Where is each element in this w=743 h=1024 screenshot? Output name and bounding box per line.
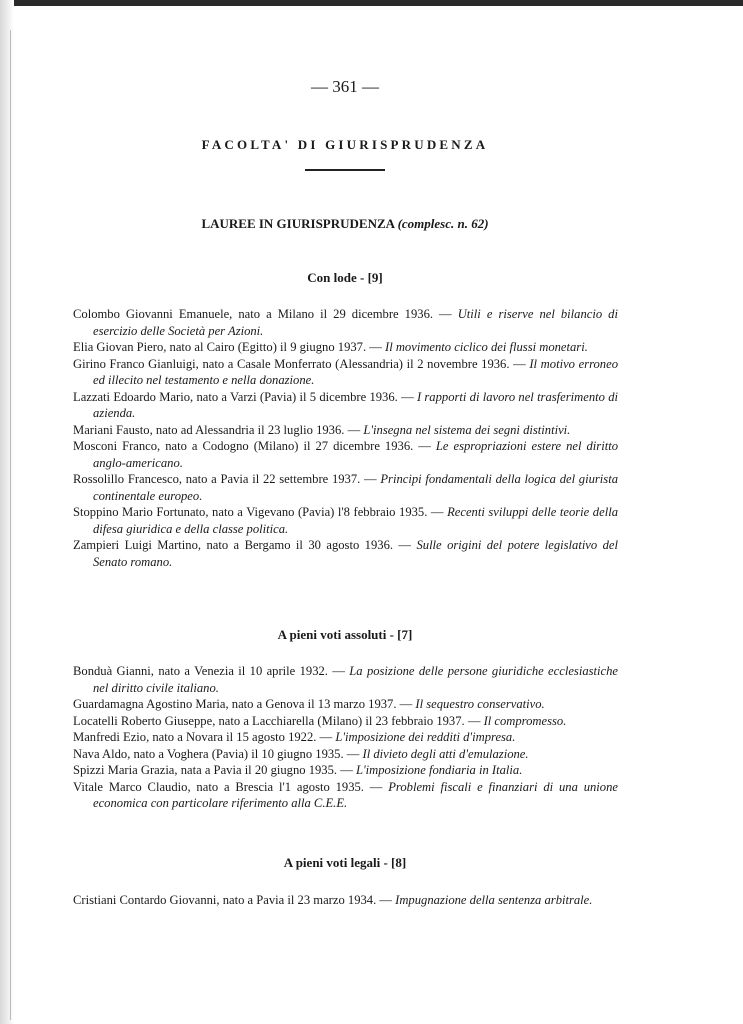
section-title-pieni-voti-legali: A pieni voti legali - [8] bbox=[283, 855, 407, 870]
list-item bbox=[73, 779, 618, 812]
list-item bbox=[73, 306, 618, 339]
entries-pieni-voti-assoluti bbox=[73, 663, 618, 812]
list-item bbox=[73, 438, 618, 471]
list-item bbox=[73, 422, 618, 439]
entry-person: Colombo Giovanni Emanuele, nato a Milano il 29 dicembre 1936. — bbox=[73, 307, 458, 321]
degree-title bbox=[0, 216, 690, 232]
entry-thesis: Utili e riserve nel bilancio di esercizio delle Società per Azioni. bbox=[93, 307, 618, 338]
entry-thesis: L'imposizione dei redditi d'impresa. bbox=[335, 730, 516, 744]
entry-person: Locatelli Roberto Giuseppe, nato a Lacchiarella (Milano) il 23 febbraio 1937. — bbox=[73, 713, 484, 728]
list-item bbox=[73, 713, 618, 730]
entry-person: Spizzi Maria Grazia, nata a Pavia il 20 giugno 1935. — bbox=[73, 763, 356, 777]
entry-person: Elia Giovan Piero, nato al Cairo (Egitto) il 9 giugno 1937. — bbox=[73, 340, 385, 354]
entry-thesis: Sulle origini del potere legislativo del Senato romano. bbox=[93, 538, 619, 569]
entry-person: Zampieri Luigi Martino, nato a Bergamo il 30 agosto 1936. — bbox=[73, 538, 417, 552]
entry-thesis: Principi fondamentali della logica del giurista continentale europeo. bbox=[93, 472, 618, 503]
entry-person: Bonduà Gianni, nato a Venezia il 10 aprile 1932. — bbox=[73, 664, 350, 678]
list-item bbox=[73, 471, 618, 504]
list-item bbox=[73, 504, 618, 537]
list-item bbox=[73, 356, 618, 389]
entry-thesis: Le espropriazioni estere nel diritto anglo-americano. bbox=[93, 439, 618, 470]
degree-title-label: LAUREE IN GIURISPRUDENZA bbox=[201, 216, 395, 231]
list-item bbox=[73, 339, 618, 356]
list-item bbox=[73, 892, 618, 909]
entry-thesis: Il motivo erroneo ed illecito nel testamento e nella donazione. bbox=[93, 356, 618, 387]
entry-thesis: Impugnazione della sentenza arbitrale. bbox=[395, 893, 593, 907]
entry-person: Stoppino Mario Fortunato, nato a Vigevano (Pavia) l'8 febbraio 1935. — bbox=[73, 505, 448, 519]
degree-count-label: (complesс. n. 62) bbox=[397, 216, 489, 231]
entry-thesis: I rapporti di lavoro nel trasferimento di azienda. bbox=[93, 389, 618, 420]
entry-person: Guardamagna Agostino Maria, nato a Genova il 13 marzo 1937. — bbox=[73, 697, 416, 711]
entries-con-lode bbox=[73, 306, 618, 570]
scan-binding-line bbox=[10, 30, 11, 1020]
entry-thesis: Problemi fiscali e finanziari di una unione economica con particolare riferimento alla C.E.E. bbox=[93, 779, 618, 810]
list-item bbox=[73, 746, 618, 763]
entry-thesis: L'imposizione fondiaria in Italia. bbox=[355, 763, 523, 777]
list-item bbox=[73, 729, 618, 746]
entry-person: Vitale Marco Claudio, nato a Brescia l'1 agosto 1935. — bbox=[73, 779, 389, 794]
entry-thesis: Recenti sviluppi delle teorie della difesa giuridica e della classe politica. bbox=[93, 505, 618, 536]
list-item bbox=[73, 663, 618, 696]
entry-person: Cristiani Contardo Giovanni, nato a Pavia il 23 marzo 1934. — bbox=[73, 893, 396, 907]
list-item bbox=[73, 762, 618, 779]
scan-top-edge bbox=[0, 0, 743, 6]
faculty-title: FACOLTA' DI GIURISPRUDENZA bbox=[201, 137, 489, 152]
section-title-con-lode: Con lode - [9] bbox=[307, 270, 383, 285]
entry-person: Girino Franco Gianluigi, nato a Casale Monferrato (Alessandria) il 2 novembre 1936. — bbox=[73, 356, 530, 371]
entries-pieni-voti-legali bbox=[73, 892, 618, 909]
entry-thesis: Il compromesso. bbox=[483, 713, 567, 728]
entry-thesis: La posizione delle persone giuridiche ecclesiastiche nel diritto civile italiano. bbox=[93, 664, 618, 695]
entry-person: Lazzati Edoardo Mario, nato a Varzi (Pavia) il 5 dicembre 1936. — bbox=[73, 389, 417, 404]
entry-thesis: L'insegna nel sistema dei segni distintivi. bbox=[363, 422, 571, 437]
list-item bbox=[73, 389, 618, 422]
page-number: — 361 — bbox=[311, 77, 379, 96]
list-item bbox=[73, 537, 618, 570]
entry-person: Rossolillo Francesco, nato a Pavia il 22 settembre 1937. — bbox=[73, 472, 381, 486]
entry-person: Manfredi Ezio, nato a Novara il 15 agosto 1922. — bbox=[73, 730, 336, 744]
entry-thesis: Il sequestro conservativo. bbox=[415, 697, 545, 711]
entry-person: Mosconi Franco, nato a Codogno (Milano) il 27 dicembre 1936. — bbox=[73, 439, 436, 453]
title-divider bbox=[305, 169, 385, 171]
section-title-pieni-voti-assoluti: A pieni voti assoluti - [7] bbox=[277, 627, 413, 642]
entry-person: Nava Aldo, nato a Voghera (Pavia) il 10 giugno 1935. — bbox=[73, 746, 363, 761]
entry-person: Mariani Fausto, nato ad Alessandria il 23 luglio 1936. — bbox=[73, 422, 364, 437]
list-item bbox=[73, 696, 618, 713]
entry-thesis: Il movimento ciclico dei flussi monetari. bbox=[385, 340, 588, 354]
entry-thesis: Il divieto degli atti d'emulazione. bbox=[362, 746, 529, 761]
